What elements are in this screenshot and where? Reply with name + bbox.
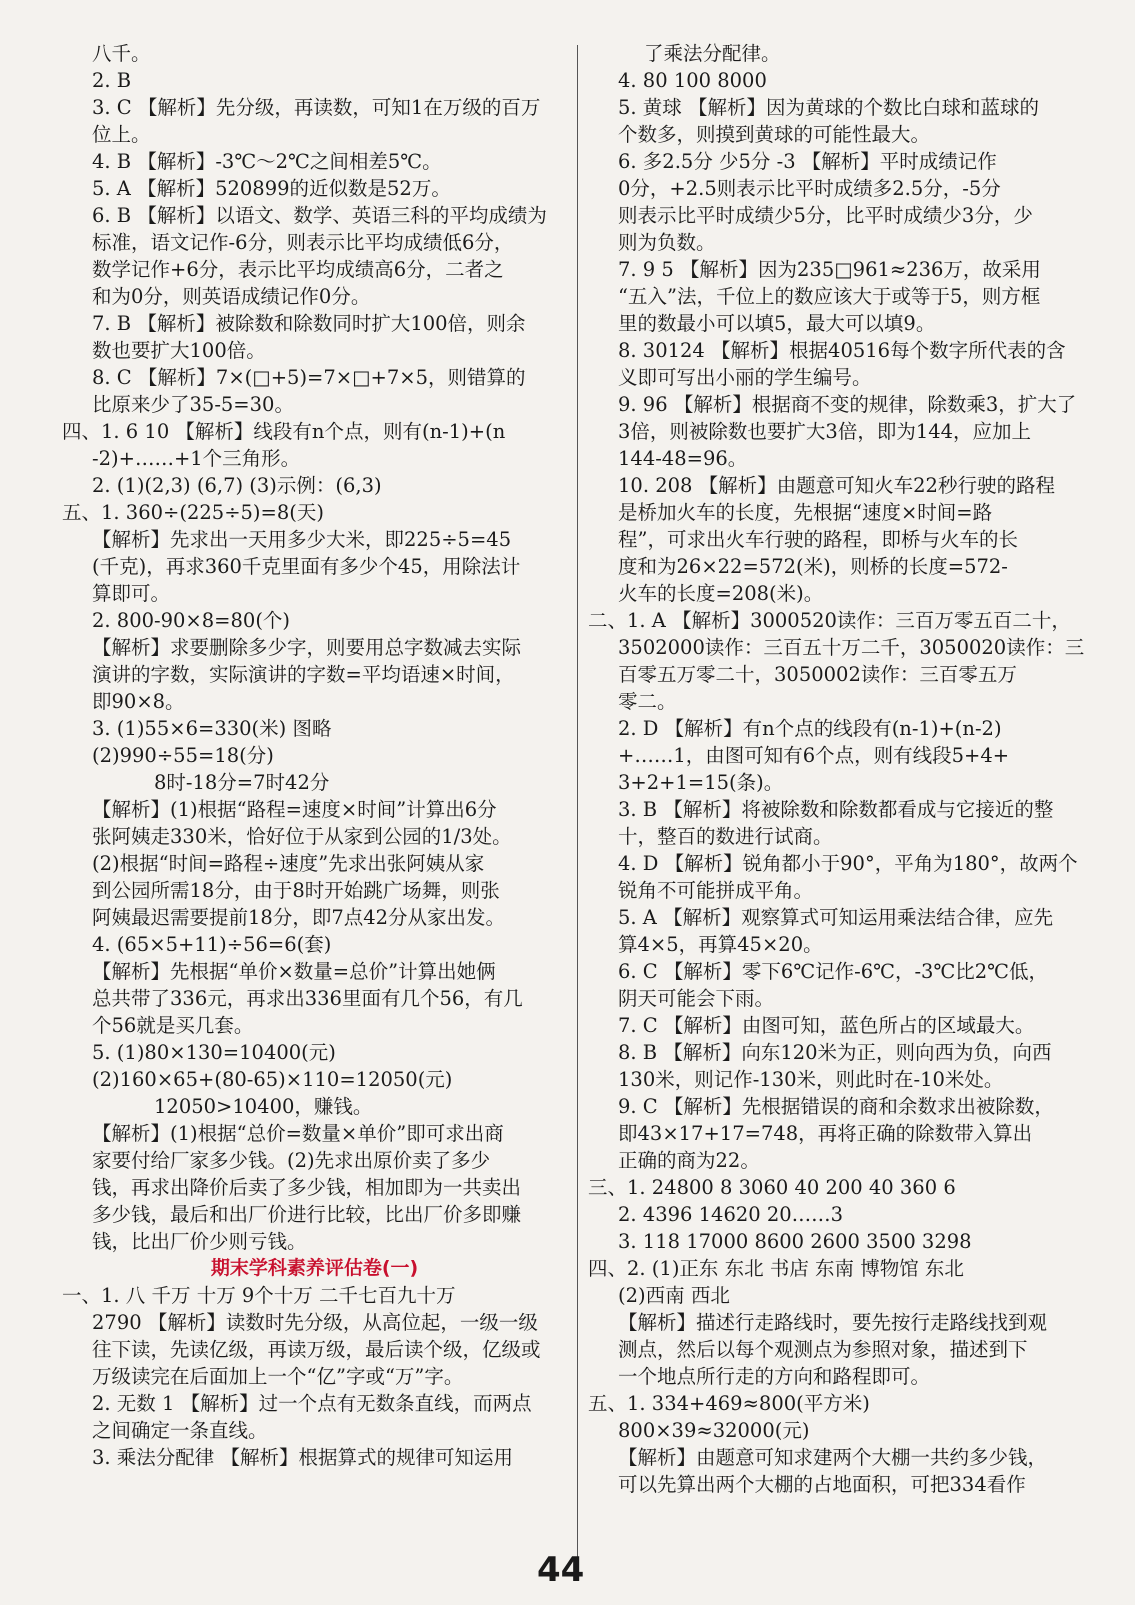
text-line: 8. C 【解析】7×(□+5)=7×□+7×5，则错算的 (92, 366, 526, 389)
text-line: 2. 800-90×8=80(个) (92, 609, 291, 632)
text-line: 2. 无数 1 【解析】过一个点有无数条直线，而两点 (92, 1392, 532, 1415)
text-line: 总共带了336元，再求出336里面有几个56，有几 (92, 987, 523, 1010)
text-line: 义即可写出小丽的学生编号。 (618, 366, 872, 389)
text-line: 4. (65×5+11)÷56=6(套) (92, 933, 332, 956)
text-line: 则表示比平时成绩少5分，比平时成绩少3分，少 (618, 204, 1033, 227)
text-line: 个数多，则摸到黄球的可能性最大。 (618, 123, 931, 146)
text-line: 位上。 (92, 123, 151, 146)
text-line: 2. (1)(2,3) (6,7) (3)示例：(6,3) (92, 474, 382, 497)
text-line: 里的数最小可以填5，最大可以填9。 (618, 312, 936, 335)
text-line: 【解析】(1)根据“路程=速度×时间”计算出6分 (92, 798, 497, 821)
text-line: 4. B 【解析】-3℃～2℃之间相差5℃。 (92, 150, 442, 173)
text-line: 3. B 【解析】将被除数和除数都看成与它接近的整 (618, 798, 1054, 821)
text-line: 万级读完在后面加上一个“亿”字或“万”字。 (92, 1365, 464, 1388)
text-line: 10. 208 【解析】由题意可知火车22秒行驶的路程 (618, 474, 1055, 497)
text-line: 张阿姨走330米，恰好位于从家到公园的1/3处。 (92, 825, 512, 848)
text-line: 标准，语文记作-6分，则表示比平均成绩低6分， (92, 231, 514, 254)
text-line: 火车的长度=208(米)。 (618, 582, 824, 605)
text-line: 五、1. 334+469≈800(平方米) (588, 1392, 870, 1415)
text-line: 4. 80 100 8000 (618, 69, 767, 92)
text-line: 到公园所需18分，由于8时开始跳广场舞，则张 (92, 879, 500, 902)
text-line: 3. 118 17000 8600 2600 3500 3298 (618, 1230, 972, 1253)
text-line: 四、2. (1)正东 东北 书店 东南 博物馆 东北 (588, 1257, 964, 1280)
text-line: 6. 多2.5分 少5分 -3 【解析】平时成绩记作 (618, 150, 997, 173)
text-line: 了乘法分配律。 (644, 42, 781, 65)
text-line: 3+2+1=15(条)。 (618, 771, 784, 794)
text-line: 即90×8。 (92, 690, 185, 713)
text-line: 7. B 【解析】被除数和除数同时扩大100倍，则余 (92, 312, 526, 335)
text-line: 度和为26×22=572(米)，则桥的长度=572- (618, 555, 1008, 578)
text-line: 5. 黄球 【解析】因为黄球的个数比白球和蓝球的 (618, 96, 1040, 119)
text-line: 可以先算出两个大棚的占地面积，可把334看作 (618, 1473, 1026, 1496)
right-column (588, 40, 1093, 1498)
text-line: 比原来少了35-5=30。 (92, 393, 294, 416)
column-divider (577, 45, 578, 1565)
text-line: 零二。 (618, 690, 677, 713)
text-line: 3. 乘法分配律 【解析】根据算式的规律可知运用 (92, 1446, 514, 1469)
text-line: 数也要扩大100倍。 (92, 339, 266, 362)
text-line: 正确的商为22。 (618, 1149, 760, 1172)
text-line: 八千。 (92, 42, 151, 65)
text-line: 一个地点所行走的方向和路程即可。 (618, 1365, 931, 1388)
text-line: 8时-18分=7时42分 (154, 771, 330, 794)
text-line: 【解析】(1)根据“总价=数量×单价”即可求出商 (92, 1122, 504, 1145)
text-line: 7. 9 5 【解析】因为235□961≈236万，故采用 (618, 258, 1041, 281)
text-line: 2. D 【解析】有n个点的线段有(n-1)+(n-2) (618, 717, 1002, 740)
text-line: 锐角不可能拼成平角。 (618, 879, 814, 902)
text-line: 三、1. 24800 8 3060 40 200 40 360 6 (588, 1176, 956, 1199)
text-line: 一、1. 八 千万 十万 9个十万 二千七百九十万 (62, 1284, 456, 1307)
text-line: 阴天可能会下雨。 (618, 987, 775, 1010)
text-line: 2790 【解析】读数时先分级，从高位起，一级一级 (92, 1311, 538, 1334)
section-title: 期末学科素养评估卷(一) (210, 1257, 419, 1279)
text-line: 6. B 【解析】以语文、数学、英语三科的平均成绩为 (92, 204, 547, 227)
text-line: 十，整百的数进行试商。 (618, 825, 833, 848)
left-column (62, 40, 567, 1471)
text-line: 程”，可求出火车行驶的路程，即桥与火车的长 (618, 528, 1018, 551)
text-line: “五入”法，千位上的数应该大于或等于5，则方框 (618, 285, 1041, 308)
page-number: 44 (537, 1550, 585, 1590)
text-line: 3. (1)55×6=330(米) 图略 (92, 717, 332, 740)
text-line: 即43×17+17=748，再将正确的除数带入算出 (618, 1122, 1033, 1145)
text-line: 【解析】由题意可知求建两个大棚一共约多少钱， (618, 1446, 1048, 1469)
text-line: 往下读，先读亿级，再读万级，最后读个级，亿级或 (92, 1338, 541, 1361)
text-line: 3倍，则被除数也要扩大3倍，即为144，应加上 (618, 420, 1032, 443)
text-line: (2)根据“时间=路程÷速度”先求出张阿姨从家 (92, 852, 485, 875)
text-line: 8. 30124 【解析】根据40516每个数字所代表的含 (618, 339, 1066, 362)
text-line: 3502000读作：三百五十万二千，3050020读作：三 (618, 636, 1085, 659)
text-line: 【解析】先求出一天用多少大米，即225÷5=45 (92, 528, 512, 551)
text-line: 【解析】求要删除多少字，则要用总字数减去实际 (92, 636, 522, 659)
text-line: (2)西南 西北 (618, 1284, 730, 1307)
text-line: 阿姨最迟需要提前18分，即7点42分从家出发。 (92, 906, 506, 929)
text-line: 12050>10400，赚钱。 (154, 1095, 373, 1118)
text-line: 3. C 【解析】先分级，再读数，可知1在万级的百万 (92, 96, 541, 119)
text-line: 钱，再求出降价后卖了多少钱，相加即为一共卖出 (92, 1176, 522, 1199)
text-line: 5. A 【解析】观察算式可知运用乘法结合律，应先 (618, 906, 1054, 929)
text-line: 2. 4396 14620 20……3 (618, 1203, 844, 1226)
text-line: 9. C 【解析】先根据错误的商和余数求出被除数， (618, 1095, 1054, 1118)
text-line: 钱，比出厂价少则亏钱。 (92, 1230, 307, 1253)
text-line: 5. (1)80×130=10400(元) (92, 1041, 336, 1064)
text-line: 则为负数。 (618, 231, 716, 254)
text-line: 8. B 【解析】向东120米为正，则向西为负，向西 (618, 1041, 1052, 1064)
text-line: (千克)，再求360千克里面有多少个45，用除法计 (92, 555, 521, 578)
text-line: 144-48=96。 (618, 447, 748, 470)
text-line: 二、1. A 【解析】3000520读作：三百万零五百二十， (588, 609, 1071, 632)
text-line: 130米，则记作-130米，则此时在-10米处。 (618, 1068, 1004, 1091)
text-line: 四、1. 6 10 【解析】线段有n个点，则有(n-1)+(n (62, 420, 506, 443)
text-line: 2. B (92, 69, 132, 92)
text-line: 家要付给厂家多少钱。(2)先求出原价卖了多少 (92, 1149, 491, 1172)
text-line: 是桥加火车的长度，先根据“速度×时间=路 (618, 501, 993, 524)
text-line: 7. C 【解析】由图可知，蓝色所占的区域最大。 (618, 1014, 1035, 1037)
text-line: 个56就是买几套。 (92, 1014, 254, 1037)
text-line: 9. 96 【解析】根据商不变的规律，除数乘3，扩大了 (618, 393, 1077, 416)
text-line: 算即可。 (92, 582, 171, 605)
text-line: 4. D 【解析】锐角都小于90°，平角为180°，故两个 (618, 852, 1078, 875)
text-line: 6. C 【解析】零下6℃记作-6℃，-3℃比2℃低， (618, 960, 1048, 983)
text-line: 0分，+2.5则表示比平时成绩多2.5分，-5分 (618, 177, 1001, 200)
text-line: 之间确定一条直线。 (92, 1419, 268, 1442)
text-line: 5. A 【解析】520899的近似数是52万。 (92, 177, 451, 200)
text-line: 数学记作+6分，表示比平均成绩高6分，二者之 (92, 258, 504, 281)
text-line: (2)160×65+(80-65)×110=12050(元) (92, 1068, 453, 1091)
text-line: 800×39≈32000(元) (618, 1419, 810, 1442)
text-line: (2)990÷55=18(分) (92, 744, 274, 767)
text-line: 【解析】描述行走路线时，要先按行走路线找到观 (618, 1311, 1048, 1334)
text-line: 测点，然后以每个观测点为参照对象，描述到下 (618, 1338, 1028, 1361)
text-line: 多少钱，最后和出厂价进行比较，比出厂价多即赚 (92, 1203, 522, 1226)
text-line: 五、1. 360÷(225÷5)=8(天) (62, 501, 325, 524)
text-line: 演讲的字数，实际演讲的字数=平均语速×时间， (92, 663, 515, 686)
text-line: +……1，由图可知有6个点，则有线段5+4+ (618, 744, 1010, 767)
text-line: 和为0分，则英语成绩记作0分。 (92, 285, 371, 308)
text-line: -2)+……+1个三角形。 (92, 447, 301, 470)
text-line: 算4×5，再算45×20。 (618, 933, 823, 956)
text-line: 【解析】先根据“单价×数量=总价”计算出她俩 (92, 960, 496, 983)
text-line: 百零五万零二十，3050002读作：三百零五万 (618, 663, 1017, 686)
